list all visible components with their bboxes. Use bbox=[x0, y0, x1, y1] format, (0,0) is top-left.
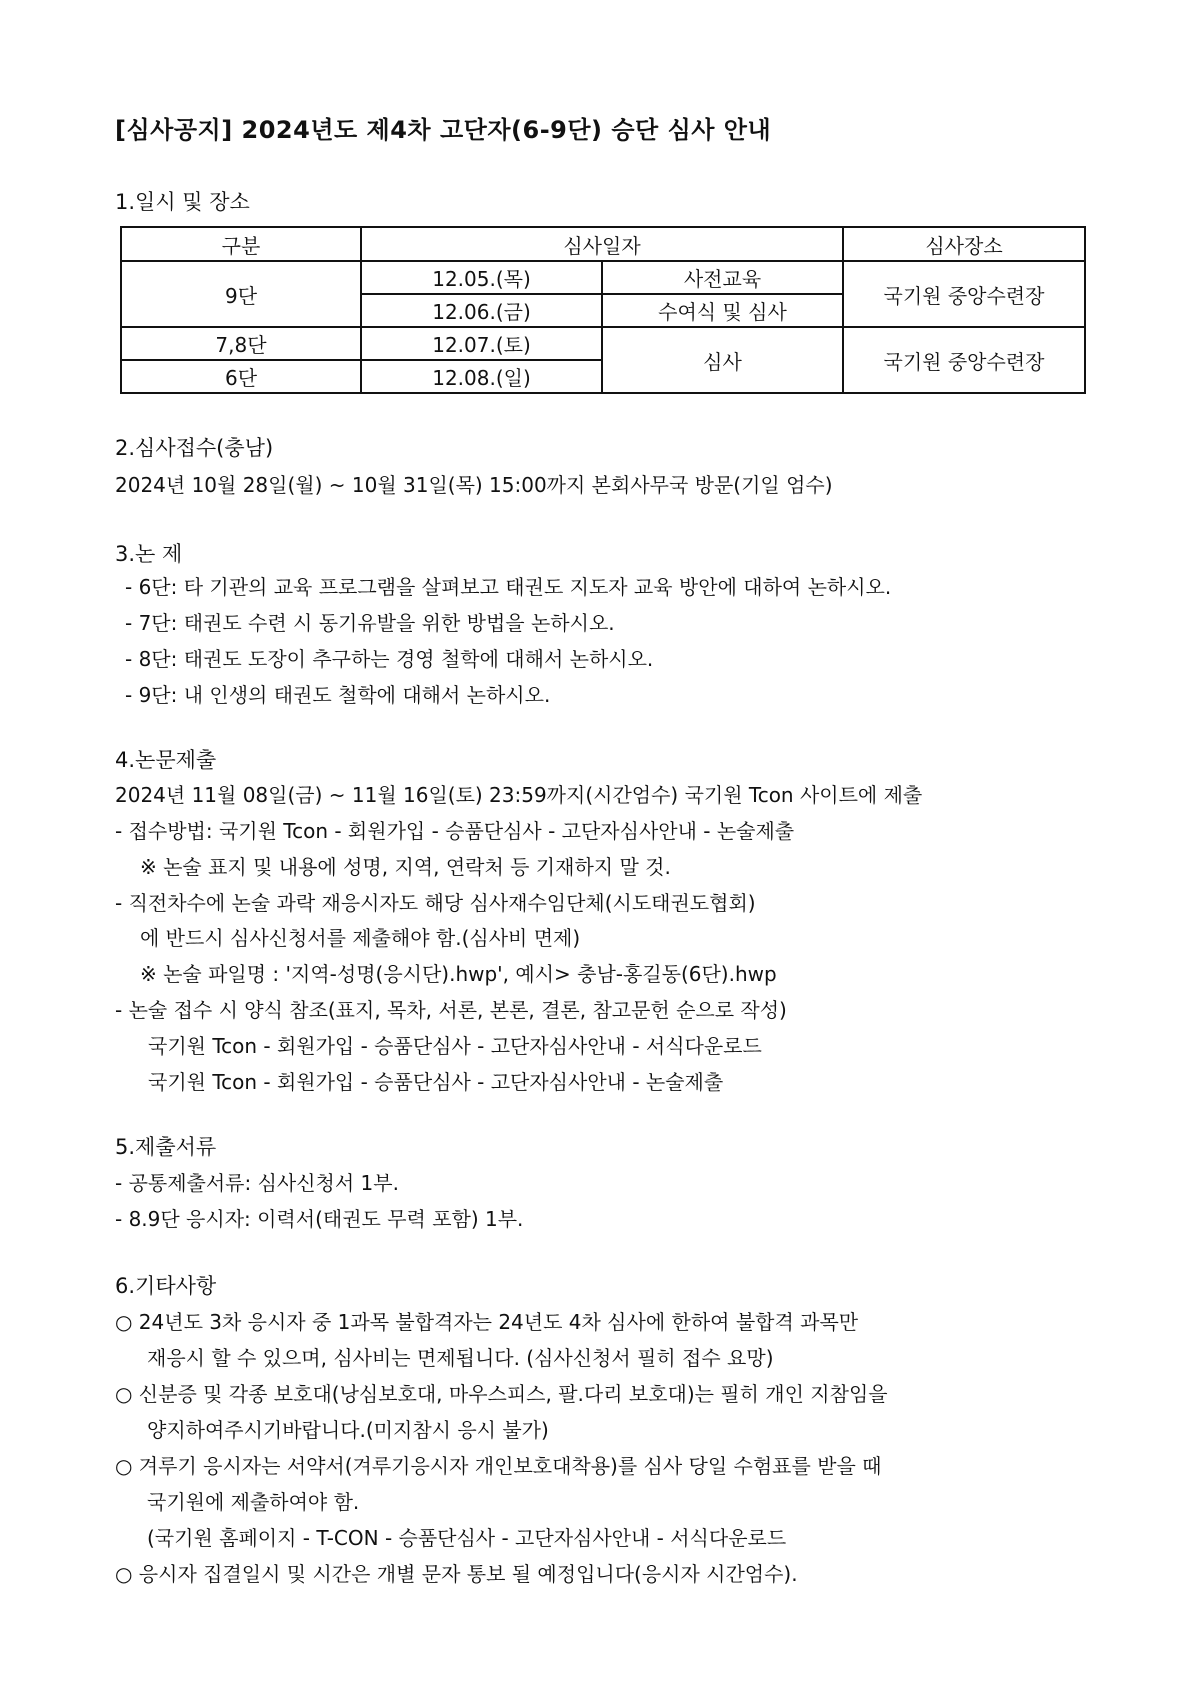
body-line: 국기원 Tcon - 회원가입 - 승품단심사 - 고단자심사안내 - 서식다운로드 bbox=[148, 1034, 762, 1058]
body-line: - 8단: 태권도 도장이 추구하는 경영 철학에 대해서 논하시오. bbox=[125, 647, 654, 671]
bullet-line: ○ 응시자 집결일시 및 시간은 개별 문자 통보 될 예정입니다(응시자 시간엄수). bbox=[115, 1562, 798, 1586]
body-line: 2024년 10월 28일(월) ~ 10월 31일(목) 15:00까지 본회사무국 방문(기일 엄수) bbox=[115, 473, 833, 497]
body-line: - 공통제출서류: 심사신청서 1부. bbox=[115, 1171, 399, 1195]
body-line: 2024년 11월 08일(금) ~ 11월 16일(토) 23:59까지(시간엄수) 국기원 Tcon 사이트에 제출 bbox=[115, 783, 923, 807]
bullet-line: ○ 겨루기 응시자는 서약서(겨루기응시자 개인보호대착용)를 심사 당일 수험표를 받을 때 bbox=[115, 1454, 882, 1478]
table-row bbox=[121, 261, 1085, 294]
body-line: - 8.9단 응시자: 이력서(태권도 무력 포함) 1부. bbox=[115, 1207, 524, 1231]
body-line: 국기원 Tcon - 회원가입 - 승품단심사 - 고단자심사안내 - 논술제출 bbox=[148, 1070, 724, 1094]
body-line: 재응시 할 수 있으며, 심사비는 면제됩니다. (심사신청서 필히 접수 요망) bbox=[147, 1346, 774, 1370]
section-3-heading: 3.논 제 bbox=[115, 542, 183, 566]
date-cell: 12.06.(금) bbox=[361, 294, 602, 327]
note-line: ※ 논술 표지 및 내용에 성명, 지역, 연락처 등 기재하지 말 것. bbox=[140, 855, 671, 879]
body-line: - 6단: 타 기관의 교육 프로그램을 살펴보고 태권도 지도자 교육 방안에 대하여 논하시오. bbox=[125, 575, 892, 599]
bullet-line: ○ 24년도 3차 응시자 중 1과목 불합격자는 24년도 4차 심사에 한하여 불합격 과목만 bbox=[115, 1310, 859, 1334]
body-line: (국기원 홈페이지 - T-CON - 승품단심사 - 고단자심사안내 - 서식다운로드 bbox=[147, 1526, 787, 1550]
section-4-heading: 4.논문제출 bbox=[115, 748, 217, 772]
header-date: 심사일자 bbox=[361, 227, 843, 261]
body-line: 양지하여주시기바랍니다.(미지참시 응시 불가) bbox=[147, 1418, 549, 1442]
activity-cell: 수여식 및 심사 bbox=[602, 294, 843, 327]
schedule-table bbox=[120, 226, 1086, 394]
section-5-heading: 5.제출서류 bbox=[115, 1135, 217, 1159]
section-6-heading: 6.기타사항 bbox=[115, 1274, 217, 1298]
activity-cell: 사전교육 bbox=[602, 261, 843, 294]
body-line: - 9단: 내 인생의 태권도 철학에 대해서 논하시오. bbox=[125, 683, 551, 707]
note-line: ※ 논술 파일명 : '지역-성명(응시단).hwp', 예시> 충남-홍길동(6단).hwp bbox=[140, 962, 777, 986]
section-1-heading: 1.일시 및 장소 bbox=[115, 190, 250, 214]
body-line: - 논술 접수 시 양식 참조(표지, 목차, 서론, 본론, 결론, 참고문헌 순으로 작성) bbox=[115, 998, 787, 1022]
table-header-row bbox=[121, 227, 1085, 261]
grade-cell: 7,8단 bbox=[121, 327, 361, 360]
place-cell: 국기원 중앙수련장 bbox=[843, 327, 1085, 393]
body-line: 에 반드시 심사신청서를 제출해야 함.(심사비 면제) bbox=[140, 926, 581, 950]
body-line: - 7단: 태권도 수련 시 동기유발을 위한 방법을 논하시오. bbox=[125, 611, 615, 635]
section-2-heading: 2.심사접수(충남) bbox=[115, 436, 274, 460]
document-title: [심사공지] 2024년도 제4차 고단자(6-9단) 승단 심사 안내 bbox=[115, 116, 772, 144]
activity-cell: 심사 bbox=[602, 327, 843, 393]
date-cell: 12.08.(일) bbox=[361, 360, 602, 393]
date-cell: 12.05.(목) bbox=[361, 261, 602, 294]
date-cell: 12.07.(토) bbox=[361, 327, 602, 360]
table-row bbox=[121, 327, 1085, 360]
bullet-line: ○ 신분증 및 각종 보호대(낭심보호대, 마우스피스, 팔.다리 보호대)는 필히 개인 지참임을 bbox=[115, 1382, 888, 1406]
header-category: 구분 bbox=[121, 227, 361, 261]
body-line: - 접수방법: 국기원 Tcon - 회원가입 - 승품단심사 - 고단자심사안내 - 논술제출 bbox=[115, 819, 795, 843]
header-place: 심사장소 bbox=[843, 227, 1085, 261]
body-line: 국기원에 제출하여야 함. bbox=[147, 1490, 360, 1514]
body-line: - 직전차수에 논술 과락 재응시자도 해당 심사재수임단체(시도태권도협회) bbox=[115, 891, 756, 915]
grade-cell: 6단 bbox=[121, 360, 361, 393]
grade-cell: 9단 bbox=[121, 261, 361, 327]
place-cell: 국기원 중앙수련장 bbox=[843, 261, 1085, 327]
